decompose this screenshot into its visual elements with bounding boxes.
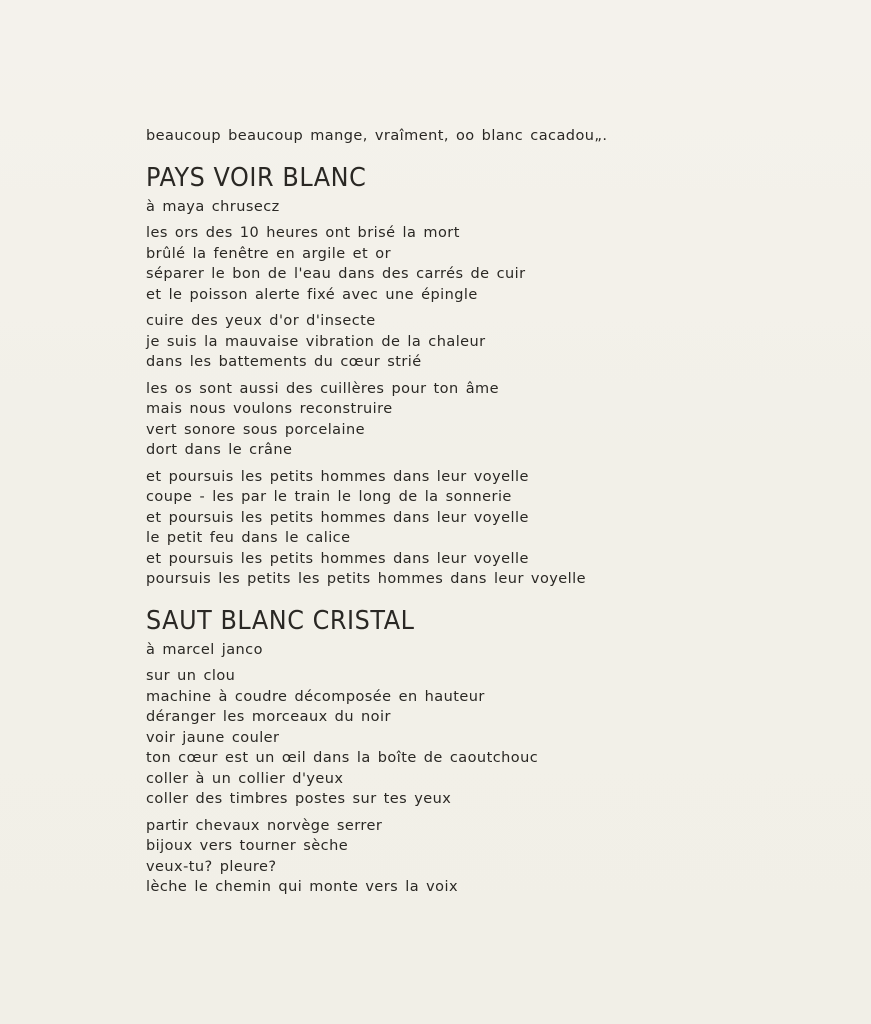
verse-line: les os sont aussi des cuillères pour ton âme bbox=[146, 380, 499, 397]
verse-line: et le poisson alerte fixé avec une épingle bbox=[146, 286, 478, 303]
verse-line: lèche le chemin qui monte vers la voix bbox=[146, 879, 458, 895]
stanza bbox=[146, 467, 846, 590]
verse-line: et poursuis les petits hommes dans leur voyelle bbox=[146, 550, 529, 567]
verse-line: cuire des yeux d'or d'insecte bbox=[146, 313, 376, 329]
verse-line: partir chevaux norvège serrer bbox=[146, 817, 383, 834]
stanza bbox=[146, 311, 846, 373]
verse-line: et poursuis les petits hommes dans leur voyelle bbox=[146, 509, 529, 526]
verse-line: dans les battements du cœur strié bbox=[146, 354, 422, 370]
verse-line: brûlé la fenêtre en argile et or bbox=[146, 245, 391, 262]
verse-line: veux-tu? pleure? bbox=[146, 858, 277, 875]
verse-line: vert sonore sous porcelaine bbox=[146, 421, 366, 438]
verse-line: je suis la mauvaise vibration de la chaleur bbox=[146, 333, 486, 350]
stanza bbox=[146, 816, 846, 898]
verse-line: coupe - les par le train le long de la sonnerie bbox=[146, 489, 512, 505]
verse-line: déranger les morceaux du noir bbox=[146, 709, 391, 725]
verse-line: poursuis les petits les petits hommes dans leur voyelle bbox=[146, 571, 586, 587]
document-body bbox=[146, 126, 846, 904]
poem-title: PAYS VOIR BLANC bbox=[146, 162, 367, 193]
verse-line: et poursuis les petits hommes dans leur voyelle bbox=[146, 468, 529, 485]
verse-line: machine à coudre décomposée en hauteur bbox=[146, 688, 485, 705]
poem-saut-blanc-cristal bbox=[146, 606, 846, 898]
verse-line: les ors des 10 heures ont brisé la mort bbox=[146, 225, 460, 241]
poem-dedication: à marcel janco bbox=[146, 641, 263, 658]
verse-line: le petit feu dans le calice bbox=[146, 530, 351, 546]
verse-line: coller des timbres postes sur tes yeux bbox=[146, 791, 452, 807]
verse-line: mais nous voulons reconstruire bbox=[146, 401, 393, 417]
verse-line: coller à un collier d'yeux bbox=[146, 770, 344, 787]
verse-line: séparer le bon de l'eau dans des carrés de cuir bbox=[146, 266, 526, 282]
stanza bbox=[146, 379, 846, 461]
poem-pays-voir-blanc bbox=[146, 163, 846, 590]
stanza bbox=[146, 666, 846, 810]
verse-line: bijoux vers tourner sèche bbox=[146, 838, 349, 854]
intro-line: beaucoup beaucoup mange, vraîment, oo blanc cacadou„. bbox=[146, 128, 608, 144]
stanza bbox=[146, 223, 846, 305]
verse-line: sur un clou bbox=[146, 668, 236, 684]
verse-line: dort dans le crâne bbox=[146, 442, 293, 458]
verse-line: voir jaune couler bbox=[146, 729, 280, 746]
verse-line: ton cœur est un œil dans la boîte de caoutchouc bbox=[146, 750, 539, 766]
poem-title: SAUT BLANC CRISTAL bbox=[146, 605, 415, 636]
poem-dedication: à maya chrusecz bbox=[146, 198, 280, 215]
